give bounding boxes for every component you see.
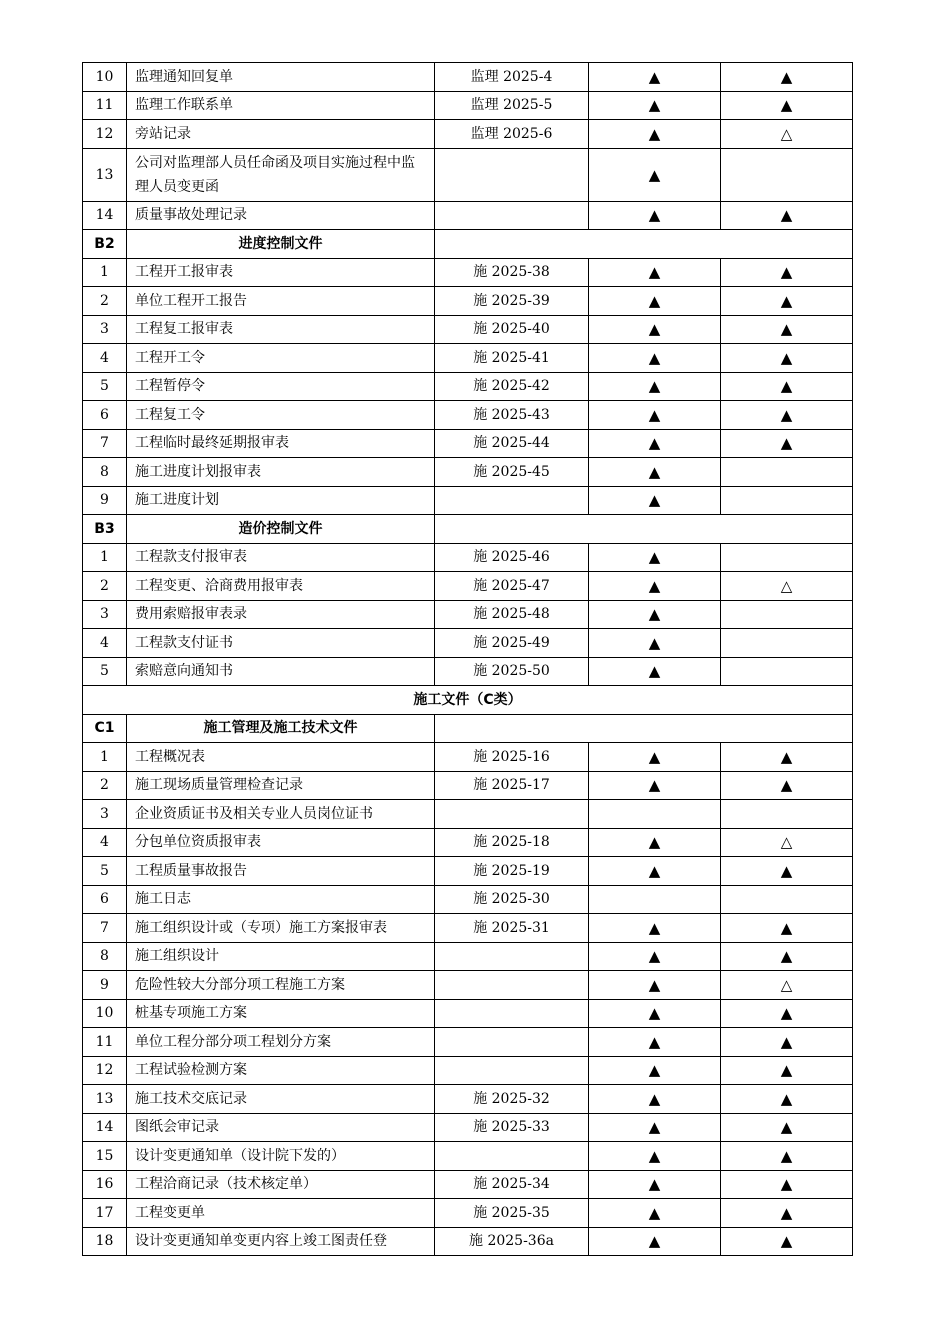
archive-mark-2: ▲ xyxy=(721,1113,853,1142)
form-code: 施 2025-18 xyxy=(435,828,589,857)
table-row xyxy=(83,91,853,120)
table-row xyxy=(83,1113,853,1142)
row-number: 9 xyxy=(83,971,127,1000)
row-number: 3 xyxy=(83,800,127,829)
section-title: 造价控制文件 xyxy=(127,515,435,544)
file-name: 工程变更、洽商费用报审表 xyxy=(127,572,435,601)
archive-mark-1: ▲ xyxy=(589,148,721,201)
table-row xyxy=(83,258,853,287)
archive-mark-1: ▲ xyxy=(589,486,721,515)
row-number: 5 xyxy=(83,657,127,686)
row-number: 12 xyxy=(83,120,127,149)
row-number: 2 xyxy=(83,287,127,316)
table-row xyxy=(83,885,853,914)
archive-mark-2: ▲ xyxy=(721,999,853,1028)
row-number: 12 xyxy=(83,1056,127,1085)
archive-mark-2: ▲ xyxy=(721,372,853,401)
archive-mark-2: ▲ xyxy=(721,401,853,430)
row-number: 14 xyxy=(83,1113,127,1142)
file-name: 工程暂停令 xyxy=(127,372,435,401)
row-number: 1 xyxy=(83,258,127,287)
section-code: B2 xyxy=(83,230,127,259)
table-row xyxy=(83,1170,853,1199)
form-code: 监理 2025-6 xyxy=(435,120,589,149)
file-name: 工程款支付报审表 xyxy=(127,543,435,572)
archive-mark-1: ▲ xyxy=(589,1142,721,1171)
archive-mark-1: ▲ xyxy=(589,120,721,149)
file-name: 费用索赔报审表录 xyxy=(127,600,435,629)
form-code: 施 2025-16 xyxy=(435,743,589,772)
archive-mark-1: ▲ xyxy=(589,372,721,401)
form-code: 施 2025-41 xyxy=(435,344,589,373)
table-row xyxy=(83,828,853,857)
archive-mark-1: ▲ xyxy=(589,91,721,120)
archive-mark-1: ▲ xyxy=(589,600,721,629)
row-number: 8 xyxy=(83,458,127,487)
table-row xyxy=(83,401,853,430)
archive-mark-1: ▲ xyxy=(589,999,721,1028)
archive-mark-2: ▲ xyxy=(721,1056,853,1085)
archive-mark-1: ▲ xyxy=(589,458,721,487)
table-row xyxy=(83,1199,853,1228)
file-name: 施工进度计划 xyxy=(127,486,435,515)
archive-mark-1: ▲ xyxy=(589,1199,721,1228)
row-number: 7 xyxy=(83,429,127,458)
archive-mark-2: ▲ xyxy=(721,914,853,943)
section-header-row xyxy=(83,515,853,544)
archive-mark-2 xyxy=(721,800,853,829)
file-name: 公司对监理部人员任命函及项目实施过程中监理人员变更函 xyxy=(127,148,435,201)
archive-mark-1: ▲ xyxy=(589,1085,721,1114)
row-number: 2 xyxy=(83,572,127,601)
file-name: 工程洽商记录（技术核定单） xyxy=(127,1170,435,1199)
archive-mark-2 xyxy=(721,543,853,572)
form-code: 施 2025-49 xyxy=(435,629,589,658)
archive-mark-2: △ xyxy=(721,828,853,857)
archive-mark-2 xyxy=(721,148,853,201)
row-number: 13 xyxy=(83,1085,127,1114)
form-code xyxy=(435,942,589,971)
table-row xyxy=(83,1227,853,1256)
archive-mark-1: ▲ xyxy=(589,543,721,572)
file-name: 企业资质证书及相关专业人员岗位证书 xyxy=(127,800,435,829)
file-name: 分包单位资质报审表 xyxy=(127,828,435,857)
file-name: 施工组织设计或（专项）施工方案报审表 xyxy=(127,914,435,943)
file-name: 施工现场质量管理检查记录 xyxy=(127,771,435,800)
archive-mark-1: ▲ xyxy=(589,429,721,458)
form-code: 施 2025-34 xyxy=(435,1170,589,1199)
section-header-row xyxy=(83,230,853,259)
archive-mark-1: ▲ xyxy=(589,1170,721,1199)
form-code: 施 2025-17 xyxy=(435,771,589,800)
file-name: 施工技术交底记录 xyxy=(127,1085,435,1114)
table-row xyxy=(83,857,853,886)
form-code: 施 2025-42 xyxy=(435,372,589,401)
archive-mark-2 xyxy=(721,486,853,515)
file-name: 工程开工令 xyxy=(127,344,435,373)
row-number: 3 xyxy=(83,600,127,629)
file-name: 工程质量事故报告 xyxy=(127,857,435,886)
form-code: 施 2025-38 xyxy=(435,258,589,287)
archive-mark-2: ▲ xyxy=(721,1170,853,1199)
file-name: 工程概况表 xyxy=(127,743,435,772)
table-body xyxy=(83,63,853,1256)
archive-mark-1: ▲ xyxy=(589,828,721,857)
archive-mark-1: ▲ xyxy=(589,743,721,772)
table-row xyxy=(83,914,853,943)
form-code xyxy=(435,1142,589,1171)
form-code: 施 2025-33 xyxy=(435,1113,589,1142)
row-number: 8 xyxy=(83,942,127,971)
archive-mark-2: ▲ xyxy=(721,258,853,287)
file-name: 旁站记录 xyxy=(127,120,435,149)
file-name: 施工日志 xyxy=(127,885,435,914)
form-code: 施 2025-35 xyxy=(435,1199,589,1228)
form-code: 施 2025-40 xyxy=(435,315,589,344)
table-row xyxy=(83,1056,853,1085)
archive-mark-1: ▲ xyxy=(589,401,721,430)
row-number: 6 xyxy=(83,885,127,914)
table-row xyxy=(83,148,853,201)
form-code xyxy=(435,148,589,201)
table-row xyxy=(83,429,853,458)
archive-mark-1: ▲ xyxy=(589,629,721,658)
archive-mark-2 xyxy=(721,458,853,487)
row-number: 16 xyxy=(83,1170,127,1199)
table-row xyxy=(83,63,853,92)
archive-mark-2: △ xyxy=(721,971,853,1000)
archive-mark-1: ▲ xyxy=(589,657,721,686)
file-name: 设计变更通知单变更内容上竣工图责任登 xyxy=(127,1227,435,1256)
archive-mark-2: ▲ xyxy=(721,1142,853,1171)
file-name: 工程款支付证书 xyxy=(127,629,435,658)
row-number: 10 xyxy=(83,999,127,1028)
archive-mark-1: ▲ xyxy=(589,1227,721,1256)
table-row xyxy=(83,657,853,686)
table-row xyxy=(83,971,853,1000)
row-number: 2 xyxy=(83,771,127,800)
archive-mark-2: ▲ xyxy=(721,771,853,800)
form-code: 施 2025-30 xyxy=(435,885,589,914)
row-number: 5 xyxy=(83,372,127,401)
file-name: 监理通知回复单 xyxy=(127,63,435,92)
table-row xyxy=(83,771,853,800)
row-number: 4 xyxy=(83,344,127,373)
table-row xyxy=(83,1028,853,1057)
archive-mark-1: ▲ xyxy=(589,258,721,287)
file-name: 质量事故处理记录 xyxy=(127,201,435,230)
table-row xyxy=(83,120,853,149)
table-row xyxy=(83,999,853,1028)
archive-mark-1: ▲ xyxy=(589,1113,721,1142)
archive-mark-1 xyxy=(589,800,721,829)
archive-mark-2: ▲ xyxy=(721,315,853,344)
section-code: C1 xyxy=(83,714,127,743)
row-number: 9 xyxy=(83,486,127,515)
form-code xyxy=(435,971,589,1000)
archive-mark-2: ▲ xyxy=(721,429,853,458)
row-number: 1 xyxy=(83,743,127,772)
form-code: 施 2025-50 xyxy=(435,657,589,686)
file-name: 工程复工报审表 xyxy=(127,315,435,344)
form-code: 施 2025-36a xyxy=(435,1227,589,1256)
table-row xyxy=(83,486,853,515)
archive-mark-2: ▲ xyxy=(721,743,853,772)
archive-mark-2: ▲ xyxy=(721,1085,853,1114)
file-name: 施工组织设计 xyxy=(127,942,435,971)
row-number: 14 xyxy=(83,201,127,230)
table-row xyxy=(83,344,853,373)
file-name: 工程复工令 xyxy=(127,401,435,430)
file-name: 索赔意向通知书 xyxy=(127,657,435,686)
archive-mark-2: △ xyxy=(721,572,853,601)
archive-mark-2 xyxy=(721,885,853,914)
table-row xyxy=(83,942,853,971)
row-number: 15 xyxy=(83,1142,127,1171)
section-title: 进度控制文件 xyxy=(127,230,435,259)
archive-mark-2: △ xyxy=(721,120,853,149)
file-name: 危险性较大分部分项工程施工方案 xyxy=(127,971,435,1000)
form-code: 施 2025-44 xyxy=(435,429,589,458)
form-code: 监理 2025-5 xyxy=(435,91,589,120)
row-number: 4 xyxy=(83,828,127,857)
archive-mark-1: ▲ xyxy=(589,771,721,800)
archive-mark-1: ▲ xyxy=(589,1028,721,1057)
archive-mark-1: ▲ xyxy=(589,942,721,971)
table-row xyxy=(83,629,853,658)
form-code: 施 2025-39 xyxy=(435,287,589,316)
archive-mark-1: ▲ xyxy=(589,914,721,943)
table-row xyxy=(83,201,853,230)
row-number: 6 xyxy=(83,401,127,430)
form-code: 施 2025-45 xyxy=(435,458,589,487)
archive-mark-2: ▲ xyxy=(721,91,853,120)
form-code xyxy=(435,999,589,1028)
table-row xyxy=(83,543,853,572)
form-code: 施 2025-19 xyxy=(435,857,589,886)
file-name: 设计变更通知单（设计院下发的） xyxy=(127,1142,435,1171)
section-blank xyxy=(435,515,853,544)
archive-mark-2: ▲ xyxy=(721,1227,853,1256)
form-code xyxy=(435,1028,589,1057)
form-code xyxy=(435,486,589,515)
row-number: 11 xyxy=(83,1028,127,1057)
form-code: 施 2025-32 xyxy=(435,1085,589,1114)
form-code xyxy=(435,1056,589,1085)
file-name: 桩基专项施工方案 xyxy=(127,999,435,1028)
section-title: 施工管理及施工技术文件 xyxy=(127,714,435,743)
archive-file-table xyxy=(82,62,853,1256)
archive-mark-1: ▲ xyxy=(589,63,721,92)
archive-mark-2: ▲ xyxy=(721,857,853,886)
section-blank xyxy=(435,714,853,743)
section-header-row xyxy=(83,714,853,743)
file-name: 工程试验检测方案 xyxy=(127,1056,435,1085)
section-code: B3 xyxy=(83,515,127,544)
file-name: 图纸会审记录 xyxy=(127,1113,435,1142)
row-number: 11 xyxy=(83,91,127,120)
archive-mark-2: ▲ xyxy=(721,1028,853,1057)
form-code: 施 2025-47 xyxy=(435,572,589,601)
row-number: 4 xyxy=(83,629,127,658)
archive-mark-2: ▲ xyxy=(721,1199,853,1228)
form-code xyxy=(435,201,589,230)
table-row xyxy=(83,287,853,316)
form-code: 监理 2025-4 xyxy=(435,63,589,92)
section-blank xyxy=(435,230,853,259)
table-row xyxy=(83,572,853,601)
file-name: 工程变更单 xyxy=(127,1199,435,1228)
archive-mark-1: ▲ xyxy=(589,344,721,373)
category-title: 施工文件（C类） xyxy=(83,686,853,715)
archive-mark-1: ▲ xyxy=(589,287,721,316)
file-name: 单位工程分部分项工程划分方案 xyxy=(127,1028,435,1057)
table-row xyxy=(83,743,853,772)
row-number: 13 xyxy=(83,148,127,201)
row-number: 1 xyxy=(83,543,127,572)
archive-mark-2: ▲ xyxy=(721,287,853,316)
archive-mark-1: ▲ xyxy=(589,1056,721,1085)
archive-mark-2: ▲ xyxy=(721,201,853,230)
form-code: 施 2025-43 xyxy=(435,401,589,430)
row-number: 3 xyxy=(83,315,127,344)
file-name: 工程临时最终延期报审表 xyxy=(127,429,435,458)
archive-mark-2 xyxy=(721,600,853,629)
archive-mark-2: ▲ xyxy=(721,942,853,971)
row-number: 5 xyxy=(83,857,127,886)
row-number: 18 xyxy=(83,1227,127,1256)
archive-mark-2 xyxy=(721,657,853,686)
archive-mark-2: ▲ xyxy=(721,63,853,92)
table-row xyxy=(83,1142,853,1171)
table-row xyxy=(83,372,853,401)
table-row xyxy=(83,600,853,629)
table-row xyxy=(83,315,853,344)
row-number: 17 xyxy=(83,1199,127,1228)
archive-mark-1: ▲ xyxy=(589,857,721,886)
archive-mark-2 xyxy=(721,629,853,658)
row-number: 7 xyxy=(83,914,127,943)
table-row xyxy=(83,800,853,829)
row-number: 10 xyxy=(83,63,127,92)
table-row xyxy=(83,458,853,487)
table-row xyxy=(83,1085,853,1114)
form-code: 施 2025-48 xyxy=(435,600,589,629)
archive-mark-1: ▲ xyxy=(589,971,721,1000)
archive-mark-1: ▲ xyxy=(589,315,721,344)
form-code xyxy=(435,800,589,829)
category-header-row xyxy=(83,686,853,715)
archive-mark-1 xyxy=(589,885,721,914)
form-code: 施 2025-31 xyxy=(435,914,589,943)
file-name: 施工进度计划报审表 xyxy=(127,458,435,487)
file-name: 工程开工报审表 xyxy=(127,258,435,287)
file-name: 监理工作联系单 xyxy=(127,91,435,120)
archive-mark-2: ▲ xyxy=(721,344,853,373)
archive-mark-1: ▲ xyxy=(589,201,721,230)
form-code: 施 2025-46 xyxy=(435,543,589,572)
archive-mark-1: ▲ xyxy=(589,572,721,601)
file-name: 单位工程开工报告 xyxy=(127,287,435,316)
